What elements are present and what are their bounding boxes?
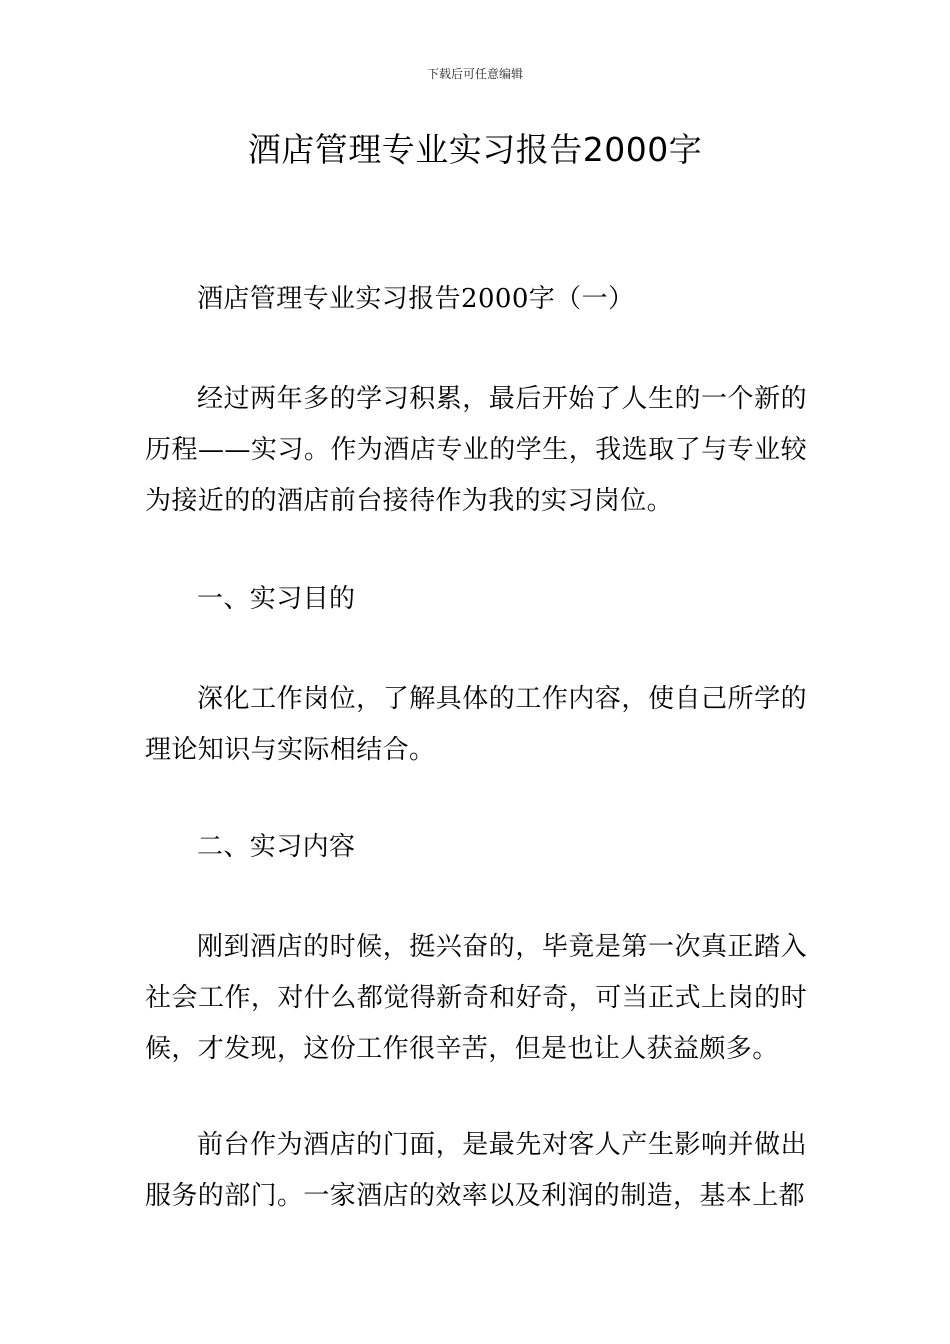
document-title: 酒店管理专业实习报告2000字: [247, 130, 703, 169]
heading-content: 二、实习内容: [197, 832, 356, 862]
section-subtitle: 酒店管理专业实习报告2000字（一）: [197, 284, 635, 314]
paragraph-content-1: 刚到酒店的时候，挺兴奋的，毕竟是第一次真正踏入社会工作，对什么都觉得新奇和好奇，可当正式上岗的时候，才发现，这份工作很辛苦，但是也让人获益颇多。: [145, 932, 807, 1064]
header-note: 下载后可任意编辑: [426, 67, 523, 81]
paragraph-content-2: 前台作为酒店的门面，是最先对客人产生影响并做出服务的部门。一家酒店的效率以及利润的制造，基本上都: [145, 1130, 807, 1211]
paragraph-intro: 经过两年多的学习积累，最后开始了人生的一个新的历程——实习。作为酒店专业的学生，我选取了与专业较为接近的的酒店前台接待作为我的实习岗位。: [145, 384, 807, 516]
heading-purpose: 一、实习目的: [197, 584, 356, 614]
paragraph-purpose: 深化工作岗位，了解具体的工作内容，使自己所学的理论知识与实际相结合。: [145, 684, 807, 765]
